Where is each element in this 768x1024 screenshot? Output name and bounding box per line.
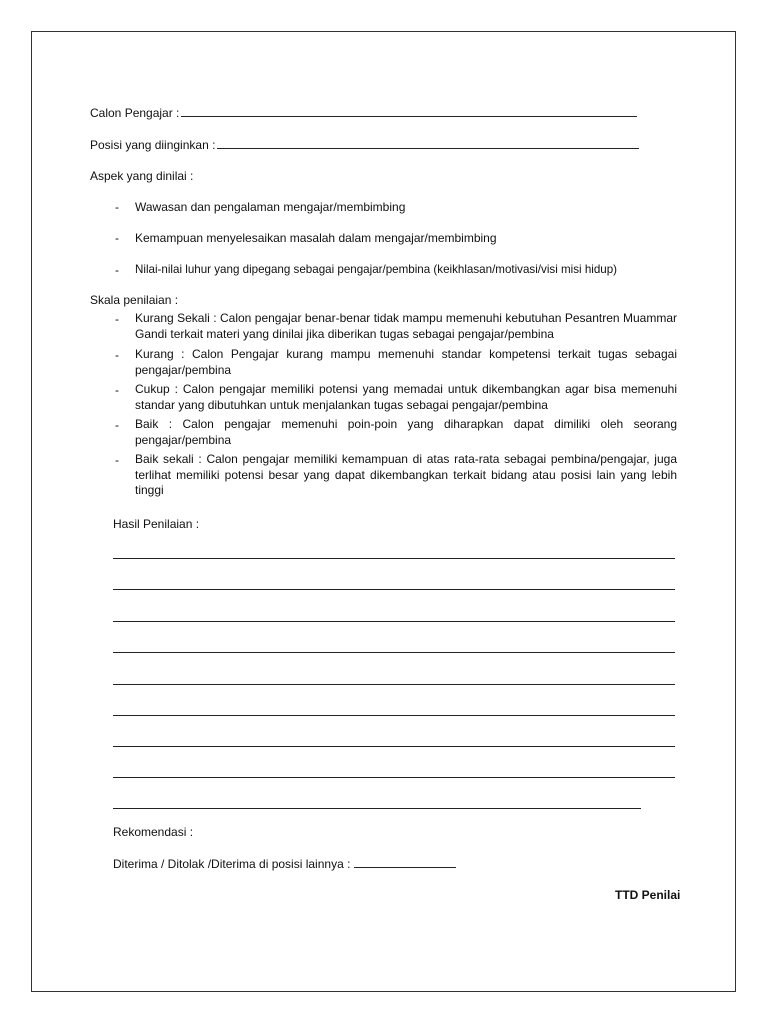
aspect-item: Nilai-nilai luhur yang dipegang sebagai pengajar/pembina (keikhlasan/motivasi/visi misi hidup) — [135, 263, 618, 276]
decision-field — [113, 856, 456, 872]
bullet: - — [115, 231, 119, 245]
signature-label: TTD Penilai — [615, 888, 681, 902]
aspect-item: Wawasan dan pengalaman mengajar/membimbing — [135, 200, 406, 214]
decision-label: Diterima / Ditolak /Diterima di posisi lainnya : — [113, 857, 351, 871]
result-line[interactable] — [113, 777, 675, 778]
candidate-label: Calon Pengajar : — [90, 106, 180, 120]
result-line[interactable] — [113, 589, 675, 590]
result-line[interactable] — [113, 558, 675, 559]
aspect-item: Kemampuan menyelesaikan masalah dalam mengajar/membimbing — [135, 231, 497, 245]
candidate-blank[interactable] — [181, 105, 637, 117]
result-line[interactable] — [113, 621, 675, 622]
decision-blank[interactable] — [354, 856, 456, 868]
bullet: - — [115, 348, 119, 362]
candidate-field — [90, 105, 637, 121]
result-line[interactable] — [113, 715, 675, 716]
bullet: - — [115, 200, 119, 214]
result-line[interactable] — [113, 808, 641, 809]
scale-heading: Skala penilaian : — [90, 293, 179, 307]
bullet: - — [115, 383, 119, 397]
scale-item: Cukup : Calon pengajar memiliki potensi yang memadai untuk dikembangkan agar bisa memenuhi standar yang dibutuhkan untuk menjalankan tugas sebagai pengajar/pembina — [135, 382, 677, 412]
position-blank[interactable] — [217, 137, 639, 149]
bullet: - — [115, 312, 119, 326]
scale-item: Kurang Sekali : Calon pengajar benar-benar tidak mampu memenuhi kebutuhan Pesantren Muammar Gandi terkait materi yang dinilai jika diberikan tugas sebagai pengajar/pembina — [135, 311, 677, 341]
result-line[interactable] — [113, 652, 675, 653]
position-field — [90, 137, 639, 153]
scale-item: Baik sekali : Calon pengajar memiliki kemampuan di atas rata-rata sebagai pembina/pengajar, juga terlihat memiliki potensi besar yang dapat dikembangkan terkait bidang atau posisi lain yang lebih tinggi — [135, 452, 677, 497]
position-label: Posisi yang diinginkan : — [90, 138, 216, 152]
result-heading: Hasil Penilaian : — [113, 517, 200, 531]
bullet: - — [115, 263, 119, 277]
aspects-heading: Aspek yang dinilai : — [90, 169, 194, 183]
recommendation-heading: Rekomendasi : — [113, 825, 194, 839]
scale-item: Kurang : Calon Pengajar kurang mampu memenuhi standar kompetensi terkait tugas sebagai pengajar/pembina — [135, 347, 677, 377]
scale-item: Baik : Calon pengajar memenuhi poin-poin yang diharapkan dapat dimiliki oleh seorang pengajar/pembina — [135, 417, 677, 447]
result-line[interactable] — [113, 684, 675, 685]
bullet: - — [115, 418, 119, 432]
bullet: - — [115, 453, 119, 467]
result-line[interactable] — [113, 746, 675, 747]
